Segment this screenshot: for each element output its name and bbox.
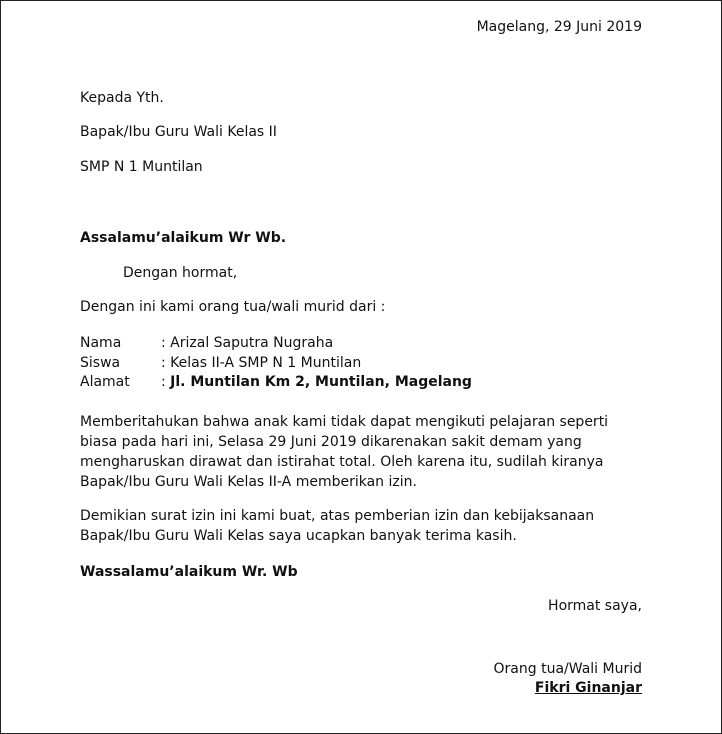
paragraph-1-line: Bapak/Ibu Guru Wali Kelas II-A memberikan izin. bbox=[80, 474, 417, 490]
greeting: Dengan hormat, bbox=[123, 265, 238, 281]
closing-regards: Hormat saya, bbox=[548, 598, 642, 614]
recipient-line-1: Kepada Yth. bbox=[80, 90, 164, 106]
field-value-alamat-text: Jl. Muntilan Km 2, Muntilan, Magelang bbox=[170, 374, 472, 390]
field-value-siswa: : Kelas II-A SMP N 1 Muntilan bbox=[161, 355, 362, 371]
recipient-line-2: Bapak/Ibu Guru Wali Kelas II bbox=[80, 124, 277, 140]
field-value-nama: : Arizal Saputra Nugraha bbox=[161, 335, 334, 351]
intro-text: Dengan ini kami orang tua/wali murid dari : bbox=[80, 299, 386, 315]
field-value-alamat-prefix: : bbox=[161, 374, 171, 390]
field-label-nama: Nama bbox=[80, 335, 122, 351]
place-date: Magelang, 29 Juni 2019 bbox=[476, 19, 642, 35]
paragraph-1-line: Memberitahukan bahwa anak kami tidak dapat mengikuti pelajaran seperti bbox=[80, 414, 609, 430]
body-paragraph-1 bbox=[80, 412, 650, 492]
signer-role: Orang tua/Wali Murid bbox=[493, 661, 642, 677]
recipient-line-3: SMP N 1 Muntilan bbox=[80, 159, 203, 175]
paragraph-1-line: biasa pada hari ini, Selasa 29 Juni 2019 dikarenakan sakit demam yang bbox=[80, 434, 582, 450]
field-label-alamat: Alamat bbox=[80, 374, 130, 390]
paragraph-2-line: Demikian surat izin ini kami buat, atas pemberian izin dan kebijaksanaan bbox=[80, 508, 595, 524]
paragraph-2-line: Bapak/Ibu Guru Wali Kelas saya ucapkan banyak terima kasih. bbox=[80, 528, 517, 544]
field-label-siswa: Siswa bbox=[80, 355, 121, 371]
closing-salutation: Wassalamu’alaikum Wr. Wb bbox=[80, 564, 298, 580]
body-paragraph-2 bbox=[80, 506, 650, 546]
opening-salutation: Assalamu’alaikum Wr Wb. bbox=[80, 230, 287, 246]
field-value-alamat bbox=[161, 372, 472, 392]
signer-name: Fikri Ginanjar bbox=[534, 680, 642, 696]
paragraph-1-line: mengharuskan dirawat dan istirahat total. Oleh karena itu, sudilah kiranya bbox=[80, 454, 604, 470]
